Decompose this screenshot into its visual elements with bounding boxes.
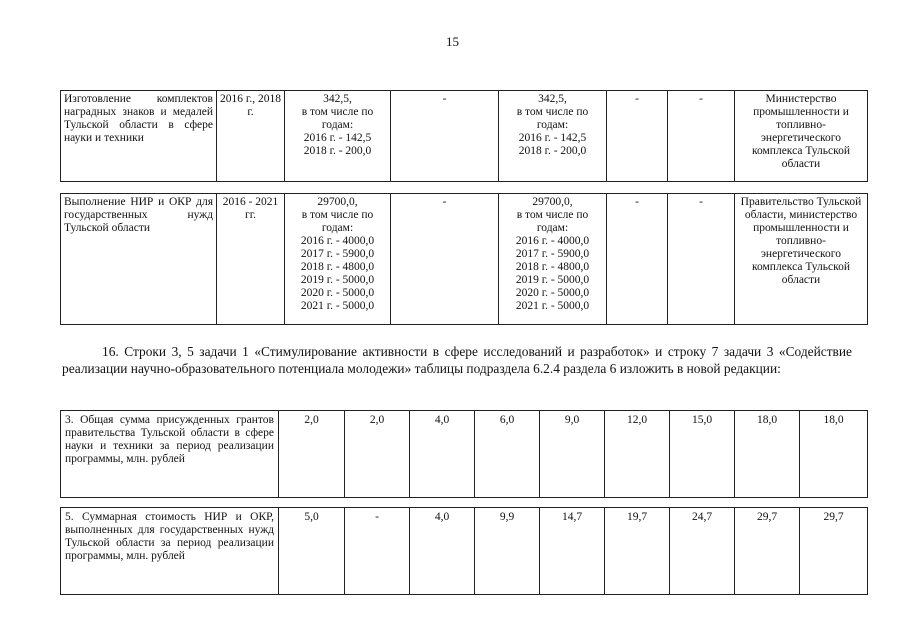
indicator-name: 3. Общая сумма присужденных грантов правительства Тульской области в сфере науки и техники за период реализации программы, млн. рублей	[61, 411, 279, 498]
value-cell: 6,0	[475, 411, 540, 498]
page-number: 15	[446, 34, 459, 49]
value-cell: 9,0	[540, 411, 605, 498]
amendment-paragraph: 16. Строки 3, 5 задачи 1 «Стимулирование активности в сфере исследований и разработок» и строку 7 задачи 3 «Содействие реализации научно-образовательного потенциала молодежи» таблицы подраздела 6.2.4 раздела 6 изложить в новой редакции:	[62, 344, 852, 376]
value-cell: 29,7	[800, 508, 868, 595]
value-cell: 19,7	[605, 508, 670, 595]
value-cell: 15,0	[670, 411, 735, 498]
regional-funding: 29700,0, в том числе по годам: 2016 г. - 4000,0 2017 г. - 5900,0 2018 г. - 4800,0 2019 г. - 5000,0 2020 г. - 5000,0 2021 г. - 5000,0	[499, 194, 607, 325]
value-cell: 24,7	[670, 508, 735, 595]
table-row-grants	[60, 410, 868, 498]
local-funding: -	[607, 194, 668, 325]
value-cell: 4,0	[410, 508, 475, 595]
regional-funding: 342,5, в том числе по годам: 2016 г. - 142,5 2018 г. - 200,0	[499, 91, 607, 182]
value-cell: 12,0	[605, 411, 670, 498]
value-cell: 4,0	[410, 411, 475, 498]
extra-funding: -	[668, 194, 735, 325]
value-cell: 2,0	[279, 411, 345, 498]
table-row-rnd	[60, 193, 868, 325]
federal-funding: -	[391, 194, 499, 325]
value-cell: 9,9	[475, 508, 540, 595]
value-cell: 18,0	[735, 411, 800, 498]
value-cell: -	[345, 508, 410, 595]
executor: Министерство промышленности и топливно-энергетического комплекса Тульской области	[735, 91, 868, 182]
value-cell: 14,7	[540, 508, 605, 595]
activity-name: Изготовление комплектов наградных знаков и медалей Тульской области в сфере науки и техники	[61, 91, 217, 182]
extra-funding: -	[668, 91, 735, 182]
local-funding: -	[607, 91, 668, 182]
table-row-awards	[60, 90, 868, 182]
total-funding: 29700,0, в том числе по годам: 2016 г. - 4000,0 2017 г. - 5900,0 2018 г. - 4800,0 2019 г. - 5000,0 2020 г. - 5000,0 2021 г. - 5000,0	[285, 194, 391, 325]
activity-name: Выполнение НИР и ОКР для государственных нужд Тульской области	[61, 194, 217, 325]
federal-funding: -	[391, 91, 499, 182]
period: 2016 - 2021 гг.	[217, 194, 285, 325]
executor: Правительство Тульской области, министерство промышленности и топливно-энергетического комплекса Тульской области	[735, 194, 868, 325]
value-cell: 29,7	[735, 508, 800, 595]
value-cell: 2,0	[345, 411, 410, 498]
total-funding: 342,5, в том числе по годам: 2016 г. - 142,5 2018 г. - 200,0	[285, 91, 391, 182]
indicator-name: 5. Суммарная стоимость НИР и ОКР, выполненных для государственных нужд Тульской области за период реализации программы, млн. рублей	[61, 508, 279, 595]
period: 2016 г., 2018 г.	[217, 91, 285, 182]
table-row-rnd-cost	[60, 507, 868, 595]
value-cell: 18,0	[800, 411, 868, 498]
value-cell: 5,0	[279, 508, 345, 595]
